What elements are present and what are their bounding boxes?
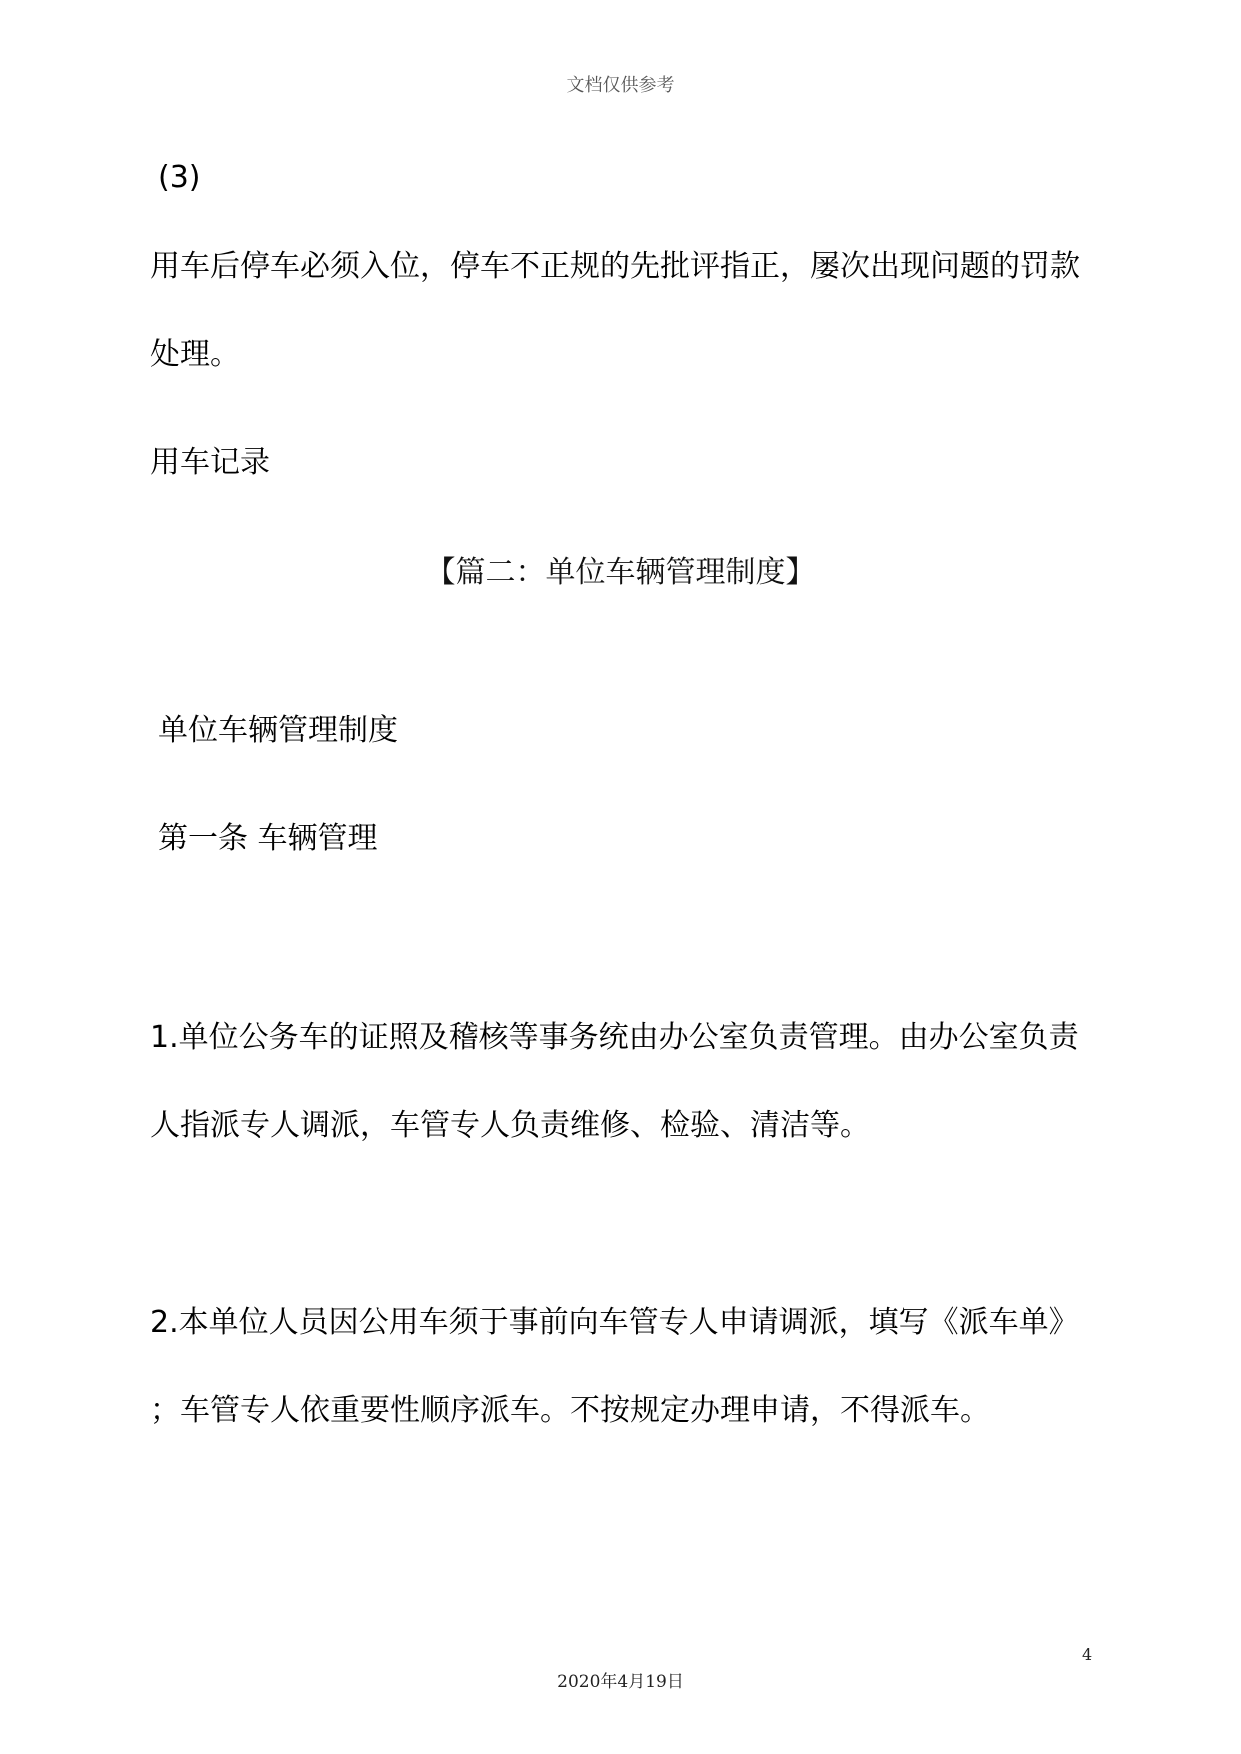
paragraph-line: 用车后停车必须入位，停车不正规的先批评指正，屡次出现问题的罚款 [150, 249, 1080, 284]
section-heading: 【篇二：单位车辆管理制度】 [425, 555, 816, 590]
clause-line: ；车管专人依重要性顺序派车。不按规定办理申请，不得派车。 [150, 1393, 990, 1428]
paragraph-line: 处理。 [150, 337, 240, 372]
item-number: (3) [158, 160, 201, 195]
page-header: 文档仅供参考 [566, 75, 675, 96]
document-title: 单位车辆管理制度 [158, 713, 398, 748]
article-title: 第一条 车辆管理 [158, 821, 378, 856]
page-number: 4 [1082, 1645, 1093, 1664]
clause-line: 2.本单位人员因公用车须于事前向车管专人申请调派，填写《派车单》 [150, 1305, 1079, 1340]
record-label: 用车记录 [150, 445, 270, 480]
footer-date: 2020年4月19日 [557, 1672, 684, 1692]
clause-line: 人指派专人调派，车管专人负责维修、检验、清洁等。 [150, 1108, 870, 1143]
clause-line: 1.单位公务车的证照及稽核等事务统由办公室负责管理。由办公室负责 [150, 1020, 1079, 1055]
